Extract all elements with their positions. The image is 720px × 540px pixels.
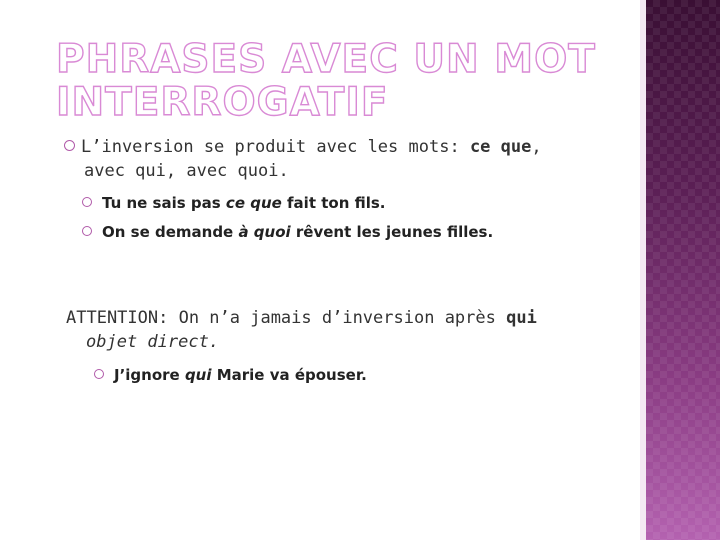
decorative-side-panel [646, 0, 720, 540]
attention-text: ATTENTION: On n’a jamais d’inversion après [66, 308, 507, 328]
attention-line-2: objet direct. [86, 332, 220, 352]
title-line-2: INTERROGATIF [56, 80, 389, 125]
main-bullet-text-b: , [531, 137, 542, 157]
example-post: rêvent les jeunes filles. [290, 223, 494, 241]
attention-emphasis: qui [506, 308, 537, 328]
bullet-icon [82, 197, 92, 207]
example-item [94, 364, 654, 386]
main-bullet-line-2: avec qui, avec quoi. [84, 161, 289, 181]
main-bullet-text-a: L’inversion se produit avec les mots: [81, 137, 470, 157]
bullet-icon [64, 140, 75, 151]
example-emphasis: ce que [225, 194, 282, 212]
title-line-1: PHRASES AVEC UN MOT [56, 37, 596, 82]
example-post: fait ton fils. [281, 194, 386, 212]
bullet-icon [82, 226, 92, 236]
example-item [82, 221, 642, 243]
example-post: Marie va épouser. [211, 366, 367, 384]
example-pre: J’ignore [114, 366, 185, 384]
example-emphasis: à quoi [238, 223, 291, 241]
attention-note [66, 306, 626, 354]
main-bullet-emphasis: ce que [469, 137, 532, 157]
example-emphasis: qui [184, 366, 212, 384]
main-bullet [64, 135, 604, 183]
example-item [82, 192, 642, 214]
slide-title [56, 38, 616, 124]
bullet-icon [94, 369, 104, 379]
example-pre: Tu ne sais pas [102, 194, 226, 212]
example-pre: On se demande [102, 223, 239, 241]
